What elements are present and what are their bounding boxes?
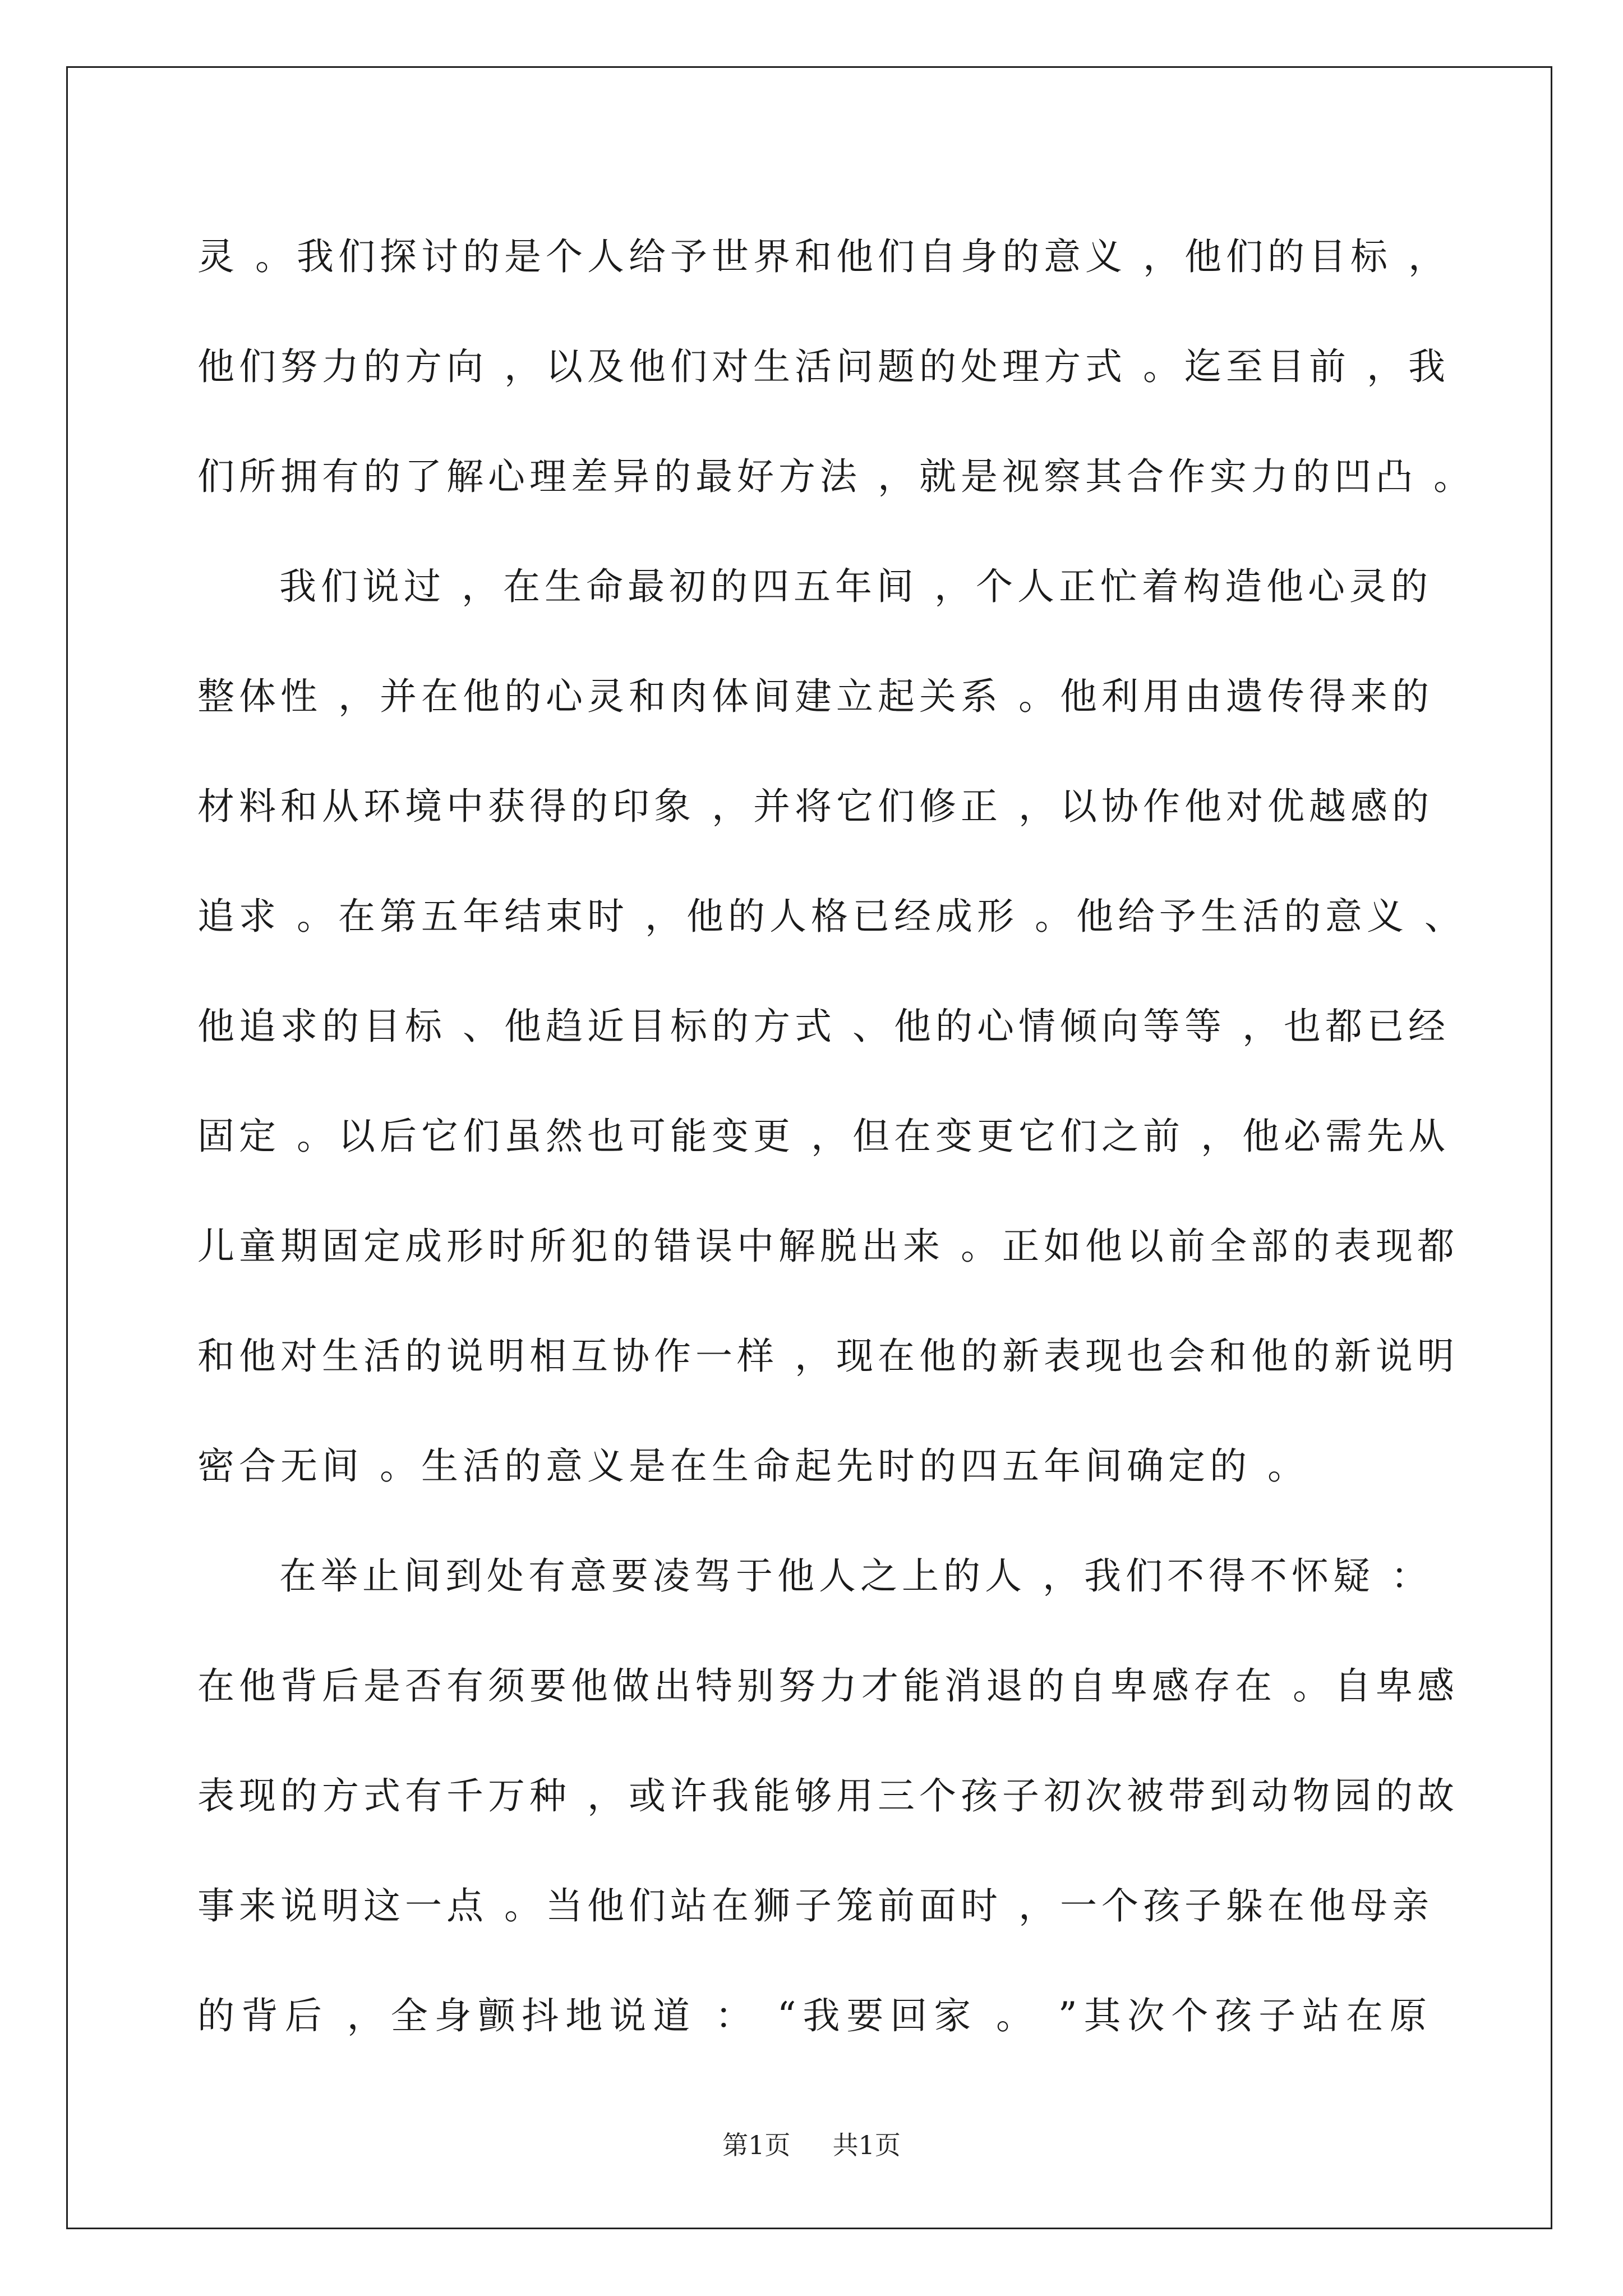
page-total: 共1页 (832, 2130, 901, 2160)
text-line-14: 在他背后是否有须要他做出特别努力才能消退的自卑感存在 。自卑感 (197, 1664, 1459, 1708)
text-line-4: 我们说过 ，在生命最初的四五年间 ，个人正忙着构造他心灵的 (279, 565, 1432, 608)
text-line-10: 儿童期固定成形时所犯的错误中解脱出来 。正如他以前全部的表现都 (197, 1225, 1459, 1268)
text-line-13: 在举止间到处有意要凌驾于他人之上的人 ，我们不得不怀疑 ： (279, 1554, 1432, 1598)
text-line-7: 追求 。在第五年结束时 ，他的人格已经成形 。他给予生活的意义 、 (197, 895, 1466, 938)
text-line-16: 事来说明这一点 。当他们站在狮子笼前面时 ，一个孩子躲在他母亲 (197, 1884, 1433, 1927)
text-line-8: 他追求的目标 、他趋近目标的方式 、他的心情倾向等等 ，也都已经 (197, 1005, 1450, 1048)
text-line-15: 表现的方式有千万种 ，或许我能够用三个孩子初次被带到动物园的故 (197, 1774, 1459, 1818)
text-line-11: 和他对生活的说明相互协作一样 ，现在他的新表现也会和他的新说明 (197, 1335, 1459, 1378)
body-text (197, 202, 1475, 2071)
text-line-17: 的背后 ，全身颤抖地说道 ： “我要回家 。 ”其次个孩子站在原 (197, 1994, 1431, 2037)
text-line-9: 固定 。以后它们虽然也可能变更 ，但在变更它们之前 ，他必需先从 (197, 1115, 1450, 1158)
page-footer (0, 2125, 1623, 2162)
text-line-5: 整体性 ，并在他的心灵和肉体间建立起关系 。他利用由遗传得来的 (197, 675, 1433, 718)
text-line-6: 材料和从环境中获得的印象 ，并将它们修正 ，以协作他对优越感的 (197, 785, 1433, 828)
text-line-2: 他们努力的方向 ，以及他们对生活问题的处理方式 。迄至目前 ，我 (197, 345, 1450, 388)
text-line-12: 密合无间 。生活的意义是在生命起先时的四五年间确定的 。 (197, 1444, 1309, 1488)
text-line-3: 们所拥有的了解心理差异的最好方法 ，就是视察其合作实力的凹凸 。 (197, 455, 1475, 498)
text-line-1: 灵 。我们探讨的是个人给予世界和他们自身的意义 ，他们的目标 ， (197, 235, 1450, 278)
page-number: 第1页 (722, 2130, 791, 2160)
